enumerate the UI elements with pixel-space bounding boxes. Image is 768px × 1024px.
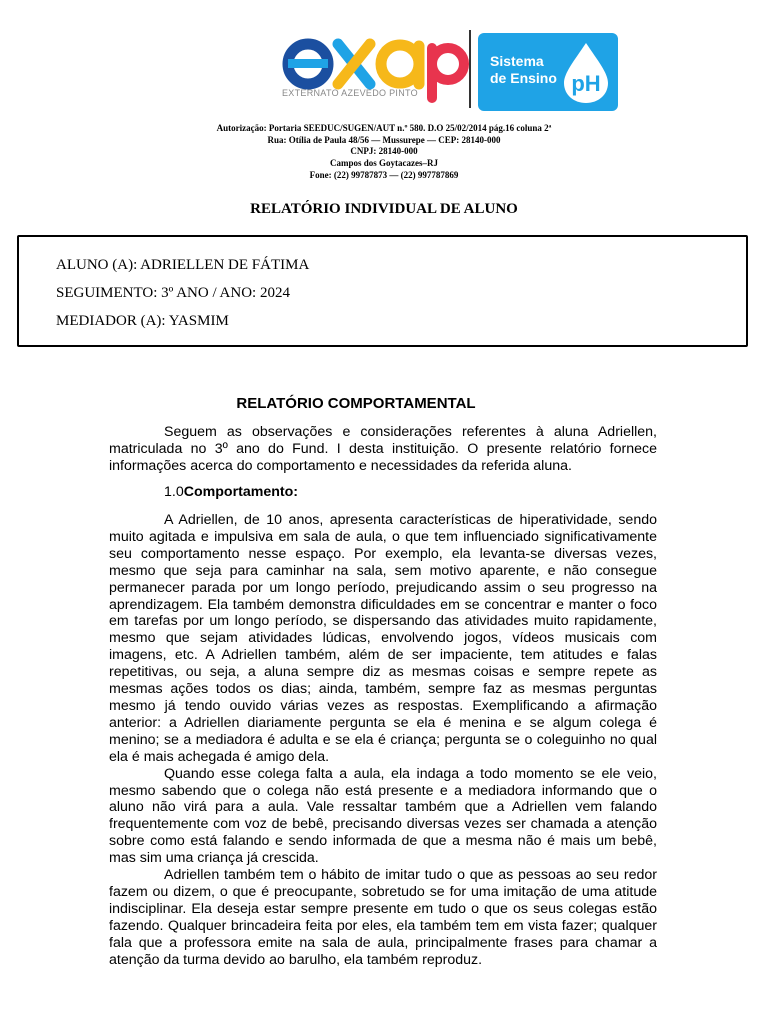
city-line: Campos dos Goytacazes–RJ [330,158,438,169]
body-paragraph: Adriellen também tem o hábito de imitar tudo o que as pessoas ao seu redor fazem ou dizem, o que é preocupante, sobretudo se for uma imitação de uma atitude indisciplinar. Ela deseja estar sempre presente em tudo o que os seus colegas estão fazendo. Qualquer brincadeira feita por eles, ela também tem em vista fazer; qualquer fala que a professora emite na sala de aula, principalmente frases para chamar a atenção da turma devido ao barulho, ela também reproduz. [109,867,657,968]
exap-subtitle: EXTERNATO AZEVEDO PINTO [282,88,418,98]
authorization-line: Autorização: Portaria SEEDUC/SUGEN/AUT n.º 580. D.O 25/02/2014 pág.16 coluna 2ª [216,123,552,133]
section-title: RELATÓRIO COMPORTAMENTAL [236,395,476,412]
behavior-body [109,512,657,968]
header-logo [280,28,620,114]
body-paragraph: Quando esse colega falta a aula, ela indaga a todo momento se ele veio, mesmo sabendo que o colega não está presente e a mediadora informando que o aluno não virá para a aula. Vale ressaltar também que a Adriellen vem falando frequentemente com voz de bebê, precisando diversas vezes ser chamada a atenção sobre como está falando e sendo informada de que a mesma não é mais um bebê, mas sim uma criança já crescida. [109,765,657,867]
body-paragraph: A Adriellen, de 10 anos, apresenta características de hiperatividade, sendo muito agitada e impulsiva em sala de aula, o que tem influenciado significativamente seu comportamento nesse espaço. Por exemplo, ela levanta-se diversas vezes, mesmo que seja para caminhar na sala, sem motivo aparente, e não consegue permanecer parada por um longo período, prejudicando assim o seu progresso na aprendizagem. Ela também demonstra dificuldades em se concentrar e manter o foco em tarefas por um longo período, se dispersando das atividades muito rapidamente, mesmo que sejam atividades lúdicas, envolvendo jogos, vídeos musicais com imagens, etc. A Adriellen também, além de ser impaciente, tem atitudes e falas repetitivas, ou seja, a aluna sempre diz as mesmas coisas e sempre repete as mesmas ações todos os dias; ainda, também, sempre faz as mesmas perguntas mesmo já tendo ouvido várias vezes as respostas. Exemplificando a afirmação anterior: a Adriellen diariamente pergunta se ela é menina e se algum colega é menino; se a mediadora é adulta e se ela é criança; pergunta se o coleguinho no qual ela é mais achegada é amigo dela. [109,512,657,765]
cnpj-line: CNPJ: 28140-000 [350,146,418,157]
intro-paragraph [109,424,657,475]
exap-logo-icon [280,28,470,114]
water-drop-icon [560,41,612,105]
behavior-heading [164,484,298,500]
address-line: Rua: Otília de Paula 48/56 — Mussurepe — CEP: 28140-000 [267,134,501,145]
student-mediator: MEDIADOR (A): YASMIM [56,313,229,329]
student-grade: SEGUIMENTO: 3º ANO / ANO: 2024 [56,285,290,301]
phone-line: Fone: (22) 99787873 — (22) 997787869 [309,169,459,180]
logo-divider [469,30,471,108]
document-title: RELATÓRIO INDIVIDUAL DE ALUNO [250,201,518,217]
student-info-box [17,235,748,347]
heading-label: Comportamento: [183,484,299,500]
ph-badge [478,33,618,111]
school-info [0,123,768,182]
intro-text: Seguem as observações e considerações referentes à aluna Adriellen, matriculada no 3º ano do Fund. I desta instituição. O presente relatório fornece informações acerca do comportamento e necessidades da referida aluna. [109,424,657,474]
heading-number: 1.0 [164,484,184,500]
student-name: ALUNO (A): ADRIELLEN DE FÁTIMA [56,257,310,273]
ph-mark: pH [571,71,601,96]
ph-badge-text: Sistema de Ensino [490,53,557,86]
